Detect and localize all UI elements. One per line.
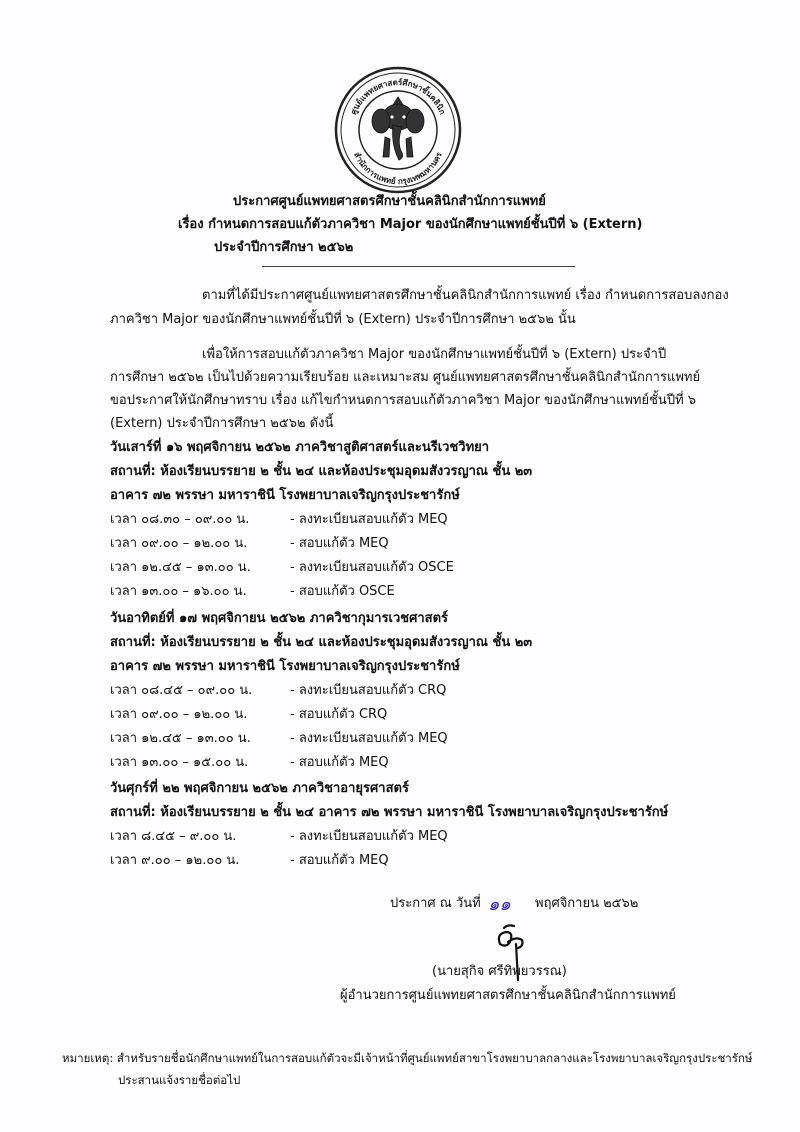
schedule-activity: - ลงทะเบียนสอบแก้ตัว OSCE [290, 560, 454, 575]
seal-text-top: ศูนย์แพทยศาสตร์ศึกษาชั้นคลินิก [349, 77, 447, 116]
header-subject: เรื่อง กำหนดการสอบแก้ตัวภาควิชา Major ของนักศึกษาแพทย์ชั้นปีที่ ๖ (Extern) [178, 217, 643, 232]
schedule-time: เวลา ๑๓.๐๐ – ๑๖.๐๐ น. [110, 584, 247, 599]
schedule-time: เวลา ๑๓.๐๐ – ๑๕.๐๐ น. [110, 755, 249, 770]
schedule-time: เวลา ๑๒.๔๕ – ๑๓.๐๐ น. [110, 560, 251, 575]
schedule-activity: - สอบแก้ตัว MEQ [290, 853, 389, 868]
intro-p2-line1: เพื่อให้การสอบแก้ตัวภาควิชา Major ของนักศึกษาแพทย์ชั้นปีที่ ๖ (Extern) ประจำปี [202, 347, 667, 362]
announce-month-year: พฤศจิกายน ๒๕๖๒ [535, 896, 639, 911]
intro-p1-line1: ตามที่ได้มีประกาศศูนย์แพทยศาสตรศึกษาชั้นคลินิกสำนักการแพทย์ เรื่อง กำหนดการสอบลงกอง [202, 288, 729, 303]
schedule-activity: - ลงทะเบียนสอบแก้ตัว MEQ [290, 829, 448, 844]
schedule-time: เวลา ๙.๐๐ – ๑๒.๐๐ น. [110, 853, 240, 868]
section-2-heading: วันอาทิตย์ที่ ๑๗ พฤศจิกายน ๒๕๖๒ ภาควิชากุมารเวชศาสตร์ [110, 611, 449, 626]
section-1-building: อาคาร ๗๒ พรรษา มหาราชินี โรงพยาบาลเจริญกรุงประชารักษ์ [110, 488, 460, 503]
elephant-seal-icon [333, 65, 463, 195]
footnote-line-1: หมายเหตุ: สำหรับรายชื่อนักศึกษาแพทย์ในการสอบแก้ตัวจะมีเจ้าหน้าที่ศูนย์แพทย์สาขาโรงพยาบาลกลางและโรงพยาบาลเจริญกรุงประชารักษ์ [62, 1051, 753, 1065]
section-2-place: สถานที่: ห้องเรียนบรรยาย ๒ ชั้น ๒๔ และห้องประชุมอุดมสังวรญาณ ชั้น ๒๓ [110, 635, 533, 650]
header-divider [262, 266, 575, 267]
section-2-building: อาคาร ๗๒ พรรษา มหาราชินี โรงพยาบาลเจริญกรุงประชารักษ์ [110, 659, 460, 674]
header-line-1: ประกาศศูนย์แพทยศาสตรศึกษาชั้นคลินิกสำนักการแพทย์ [233, 194, 546, 209]
schedule-activity: - สอบแก้ตัว MEQ [290, 755, 389, 770]
signatory-position: ผู้อำนวยการศูนย์แพทยศาสตรศึกษาชั้นคลินิกสำนักการแพทย์ [340, 988, 676, 1003]
schedule-time: เวลา ๐๙.๐๐ – ๑๒.๐๐ น. [110, 536, 248, 551]
section-3-place: สถานที่: ห้องเรียนบรรยาย ๒ ชั้น ๒๔ อาคาร ๗๒ พรรษา มหาราชินี โรงพยาบาลเจริญกรุงประชารักษ์ [110, 805, 669, 820]
schedule-activity: - ลงทะเบียนสอบแก้ตัว CRQ [290, 683, 447, 698]
signatory-name: (นายสุกิจ ศรีทิพยวรรณ) [432, 964, 567, 979]
header-academic-year: ประจำปีการศึกษา ๒๕๖๒ [214, 240, 354, 255]
schedule-activity: - สอบแก้ตัว OSCE [290, 584, 395, 599]
announce-prefix: ประกาศ ณ วันที่ [390, 896, 481, 911]
section-3-heading: วันศุกร์ที่ ๒๒ พฤศจิกายน ๒๕๖๒ ภาควิชาอายุรศาสตร์ [110, 781, 409, 796]
schedule-activity: - ลงทะเบียนสอบแก้ตัว MEQ [290, 512, 448, 527]
intro-p2-line3: ขอประกาศให้นักศึกษาทราบ เรื่อง แก้ไขกำหนดการสอบแก้ตัวภาควิชา Major ของนักศึกษาแพทย์ชั้นปีที่ ๖ [110, 393, 697, 408]
intro-p1-line2: ภาควิชา Major ของนักศึกษาแพทย์ชั้นปีที่ ๖ (Extern) ประจำปีการศึกษา ๒๕๖๒ นั้น [110, 312, 576, 327]
schedule-activity: - สอบแก้ตัว MEQ [290, 536, 389, 551]
footnote-line-2: ประสานแจ้งรายชื่อต่อไป [118, 1073, 241, 1087]
intro-p2-line4: (Extern) ประจำปีการศึกษา ๒๕๖๒ ดังนี้ [110, 416, 334, 431]
intro-p2-line2: การศึกษา ๒๕๖๒ เป็นไปด้วยความเรียบร้อย และเหมาะสม ศูนย์แพทยศาสตรศึกษาชั้นคลินิกสำนักการแพทย์ [110, 370, 701, 385]
seal-text-bottom: สำนักการแพทย์ กรุงเทพมหานคร [352, 150, 444, 187]
schedule-time: เวลา ๘.๔๕ – ๙.๐๐ น. [110, 829, 237, 844]
schedule-time: เวลา ๐๘.๔๕ – ๐๙.๐๐ น. [110, 683, 253, 698]
section-1-heading: วันเสาร์ที่ ๑๖ พฤศจิกายน ๒๕๖๒ ภาควิชาสูติศาสตร์และนรีเวชวิทยา [110, 440, 490, 455]
section-1-place: สถานที่: ห้องเรียนบรรยาย ๒ ชั้น ๒๔ และห้องประชุมอุดมสังวรญาณ ชั้น ๒๓ [110, 464, 533, 479]
schedule-time: เวลา ๐๘.๓๐ – ๐๙.๐๐ น. [110, 512, 250, 527]
schedule-activity: - สอบแก้ตัว CRQ [290, 707, 388, 722]
schedule-activity: - ลงทะเบียนสอบแก้ตัว MEQ [290, 731, 448, 746]
announce-day: ๑๑ [488, 894, 511, 915]
schedule-time: เวลา ๑๒.๔๕ – ๑๓.๐๐ น. [110, 731, 251, 746]
schedule-time: เวลา ๐๙.๐๐ – ๑๒.๐๐ น. [110, 707, 248, 722]
